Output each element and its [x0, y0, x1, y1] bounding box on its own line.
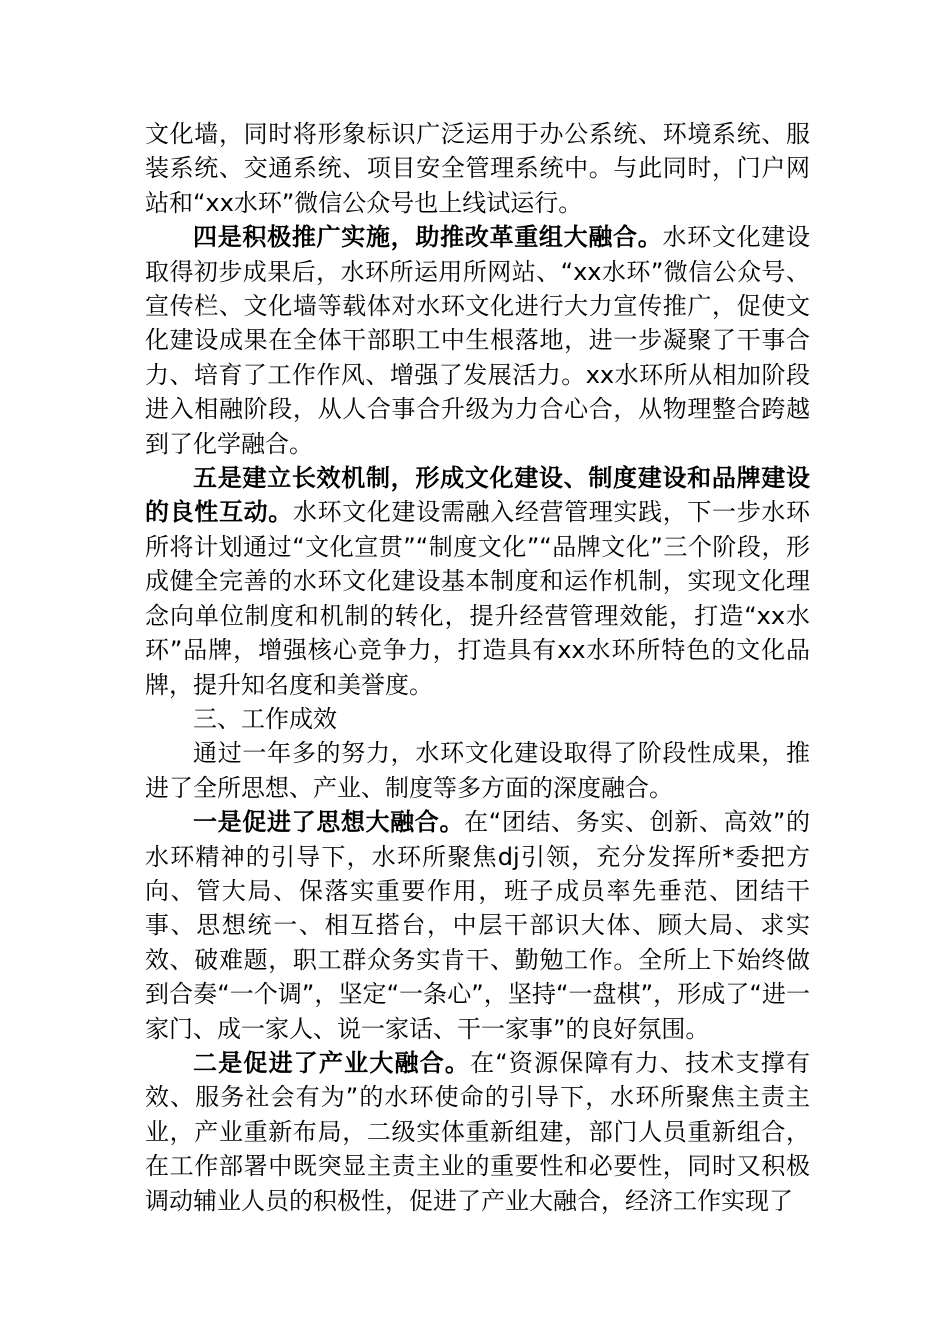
- paragraph-text: 在“资源保障有力、技术支撑有效、服务社会有为”的水环使命的引导下，水环所聚焦主责主业，产业重新布局，二级实体重新组建，部门人员重新组合，在工作部署中既突显主责主业的重要性和必要性，同时又积极调动辅业人员的积极性，促进了产业大融合，经济工作实现了: [145, 1048, 810, 1215]
- paragraph-lead: 一是促进了思想大融合。: [193, 808, 465, 837]
- section-heading-text: 三、工作成效: [193, 704, 337, 733]
- paragraph-lead: 四是积极推广实施，助推改革重组大融合。: [193, 223, 663, 252]
- section-heading: [145, 702, 810, 736]
- paragraph-continuation: [145, 117, 810, 220]
- paragraph-text: 水环文化建设取得初步成果后，水环所运用所网站、“xx水环”微信公众号、宣传栏、文化墙等载体对水环文化进行大力宣传推广，促使文化建设成果在全体干部职工中生根落地，进一步凝聚了干事合力、培育了工作作风、增强了发展活力。xx水环所从相加阶段进入相融阶段，从人合事合升级为力合心合，从物理整合跨越到了化学融合。: [145, 223, 811, 458]
- document-page: [145, 117, 810, 1218]
- paragraph-text: 水环文化建设需融入经营管理实践，下一步水环所将计划通过“文化宣贯”“制度文化”“品牌文化”三个阶段，形成健全完善的水环文化建设基本制度和运作机制，实现文化理念向单位制度和机制的转化，提升经营管理效能，打造“xx水环”品牌，增强核心竞争力，打造具有xx水环所特色的文化品牌，提升知名度和美誉度。: [145, 498, 811, 699]
- paragraph-text: 通过一年多的努力，水环文化建设取得了阶段性成果，推进了全所思想、产业、制度等多方面的深度融合。: [145, 739, 810, 802]
- paragraph-point-four: [145, 220, 810, 461]
- paragraph-text: 在“团结、务实、创新、高效”的水环精神的引导下，水环所聚焦dj引领，充分发挥所*委把方向、管大局、保落实重要作用，班子成员率先垂范、团结干事、思想统一、相互搭台，中层干部识大体、顾大局、求实效、破难题，职工群众务实肯干、勤勉工作。全所上下始终做到合奏“一个调”，坚定“一条心”，坚持“一盘棋”，形成了“进一家门、成一家人、说一家话、干一家事”的良好氛围。: [145, 808, 811, 1043]
- paragraph-point-one: [145, 805, 810, 1046]
- paragraph-text: 文化墙，同时将形象标识广泛运用于办公系统、环境系统、服装系统、交通系统、项目安全管理系统中。与此同时，门户网站和“xx水环”微信公众号也上线试运行。: [145, 120, 810, 217]
- paragraph-point-five: [145, 461, 810, 702]
- paragraph-intro: [145, 736, 810, 805]
- paragraph-point-two: [145, 1046, 810, 1218]
- paragraph-lead: 五是建立长效机制，形成文化建设、制度建设和品牌建设的良性互动。: [145, 464, 810, 527]
- paragraph-lead: 二是促进了产业大融合。: [193, 1048, 471, 1077]
